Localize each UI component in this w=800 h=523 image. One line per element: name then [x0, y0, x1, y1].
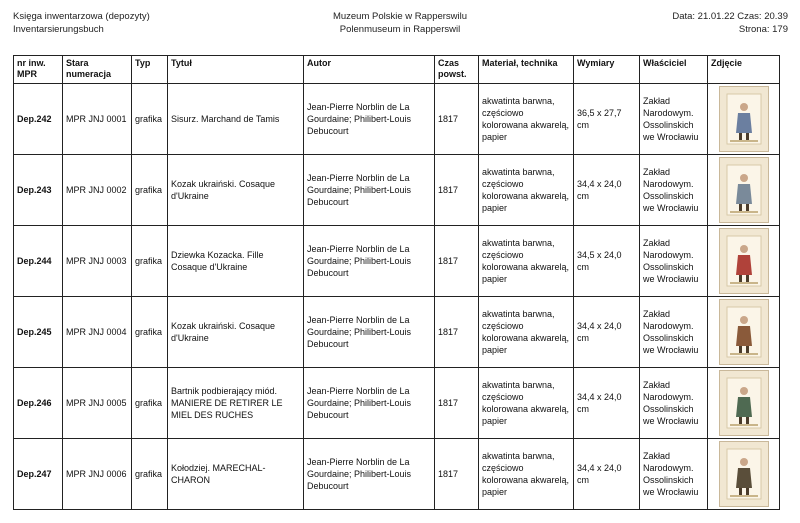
- register-subtitle: Inventarsierungsbuch: [13, 24, 104, 35]
- register-title: Księga inwentarzowa (depozyty): [13, 11, 150, 22]
- owner: Zakład Narodowym. Ossolinskich we Wrocławiu: [640, 226, 708, 297]
- object-author: Jean-Pierre Norblin de La Gourdaine; Philibert-Louis Debucourt: [304, 155, 435, 226]
- object-title: Kozak ukraiński. Cosaque d'Ukraine: [168, 155, 304, 226]
- col-header-owner: Właściciel: [640, 56, 708, 84]
- inventory-number: Dep.247: [14, 439, 63, 510]
- table-row: [14, 84, 780, 155]
- object-title: Bartnik podbierający miód. MANIERE DE RETIRER LE MIEL DES RUCHES: [168, 368, 304, 439]
- col-header-material: Materiał, technika: [479, 56, 574, 84]
- table-row: [14, 226, 780, 297]
- owner: Zakład Narodowym. Ossolinskich we Wrocławiu: [640, 155, 708, 226]
- table-row: [14, 368, 780, 439]
- table-header-row: [14, 56, 780, 84]
- dimensions: 34,5 x 24,0 cm: [574, 226, 640, 297]
- material-technique: akwatinta barwna, częściowo kolorowana akwarelą, papier: [479, 368, 574, 439]
- object-title: Dziewka Kozacka. Fille Cosaque d'Ukraine: [168, 226, 304, 297]
- object-title: Kołodziej. MARECHAL-CHARON: [168, 439, 304, 510]
- inventory-number: Dep.242: [14, 84, 63, 155]
- dimensions: 34,4 x 24,0 cm: [574, 368, 640, 439]
- material-technique: akwatinta barwna, częściowo kolorowana akwarelą, papier: [479, 226, 574, 297]
- photo-cell: [708, 439, 780, 510]
- table-row: [14, 155, 780, 226]
- object-type: grafika: [132, 368, 168, 439]
- date-time: Data: 21.01.22 Czas: 20.39: [672, 11, 788, 22]
- material-technique: akwatinta barwna, częściowo kolorowana akwarelą, papier: [479, 84, 574, 155]
- col-header-old-number: Stara numeracja: [63, 56, 132, 84]
- owner: Zakład Narodowym. Ossolinskich we Wrocławiu: [640, 439, 708, 510]
- object-type: grafika: [132, 439, 168, 510]
- creation-date: 1817: [435, 439, 479, 510]
- photo-cell: [708, 297, 780, 368]
- material-technique: akwatinta barwna, częściowo kolorowana akwarelą, papier: [479, 439, 574, 510]
- col-header-author: Autor: [304, 56, 435, 84]
- creation-date: 1817: [435, 155, 479, 226]
- object-title: Sisurz. Marchand de Tamis: [168, 84, 304, 155]
- col-header-size: Wymiary: [574, 56, 640, 84]
- object-type: grafika: [132, 297, 168, 368]
- print-thumbnail-icon[interactable]: [719, 86, 769, 152]
- object-type: grafika: [132, 226, 168, 297]
- dimensions: 34,4 x 24,0 cm: [574, 297, 640, 368]
- owner: Zakład Narodowym. Ossolinskich we Wrocławiu: [640, 297, 708, 368]
- creation-date: 1817: [435, 84, 479, 155]
- museum-name: Muzeum Polskie w Rapperswilu: [332, 11, 468, 22]
- object-author: Jean-Pierre Norblin de La Gourdaine; Philibert-Louis Debucourt: [304, 84, 435, 155]
- old-number: MPR JNJ 0004: [63, 297, 132, 368]
- old-number: MPR JNJ 0002: [63, 155, 132, 226]
- museum-name-german: Polenmuseum in Rapperswil: [339, 24, 461, 35]
- inventory-number: Dep.243: [14, 155, 63, 226]
- object-author: Jean-Pierre Norblin de La Gourdaine; Philibert-Louis Debucourt: [304, 226, 435, 297]
- creation-date: 1817: [435, 297, 479, 368]
- photo-cell: [708, 226, 780, 297]
- material-technique: akwatinta barwna, częściowo kolorowana akwarelą, papier: [479, 155, 574, 226]
- object-author: Jean-Pierre Norblin de La Gourdaine; Philibert-Louis Debucourt: [304, 368, 435, 439]
- material-technique: akwatinta barwna, częściowo kolorowana akwarelą, papier: [479, 297, 574, 368]
- object-author: Jean-Pierre Norblin de La Gourdaine; Philibert-Louis Debucourt: [304, 297, 435, 368]
- col-header-date: Czas powst.: [435, 56, 479, 84]
- inventory-table: [13, 55, 780, 510]
- dimensions: 36,5 x 27,7 cm: [574, 84, 640, 155]
- print-thumbnail-icon[interactable]: [719, 370, 769, 436]
- inventory-number: Dep.244: [14, 226, 63, 297]
- dimensions: 34,4 x 24,0 cm: [574, 155, 640, 226]
- old-number: MPR JNJ 0006: [63, 439, 132, 510]
- print-thumbnail-icon[interactable]: [719, 157, 769, 223]
- photo-cell: [708, 155, 780, 226]
- owner: Zakład Narodowym. Ossolinskich we Wrocławiu: [640, 368, 708, 439]
- object-type: grafika: [132, 155, 168, 226]
- col-header-type: Typ: [132, 56, 168, 84]
- print-thumbnail-icon[interactable]: [719, 228, 769, 294]
- print-thumbnail-icon[interactable]: [719, 299, 769, 365]
- col-header-photo: Zdjęcie: [708, 56, 780, 84]
- inventory-number: Dep.246: [14, 368, 63, 439]
- inventory-number: Dep.245: [14, 297, 63, 368]
- object-author: Jean-Pierre Norblin de La Gourdaine; Philibert-Louis Debucourt: [304, 439, 435, 510]
- creation-date: 1817: [435, 226, 479, 297]
- old-number: MPR JNJ 0001: [63, 84, 132, 155]
- col-header-nr: nr inw. MPR: [14, 56, 63, 84]
- dimensions: 34,4 x 24,0 cm: [574, 439, 640, 510]
- print-thumbnail-icon[interactable]: [719, 441, 769, 507]
- old-number: MPR JNJ 0005: [63, 368, 132, 439]
- col-header-title: Tytuł: [168, 56, 304, 84]
- object-title: Kozak ukraiński. Cosaque d'Ukraine: [168, 297, 304, 368]
- photo-cell: [708, 84, 780, 155]
- photo-cell: [708, 368, 780, 439]
- table-row: [14, 439, 780, 510]
- owner: Zakład Narodowym. Ossolinskich we Wrocławiu: [640, 84, 708, 155]
- creation-date: 1817: [435, 368, 479, 439]
- object-type: grafika: [132, 84, 168, 155]
- old-number: MPR JNJ 0003: [63, 226, 132, 297]
- header-right: [672, 10, 788, 36]
- table-row: [14, 297, 780, 368]
- page-number: Strona: 179: [738, 24, 788, 35]
